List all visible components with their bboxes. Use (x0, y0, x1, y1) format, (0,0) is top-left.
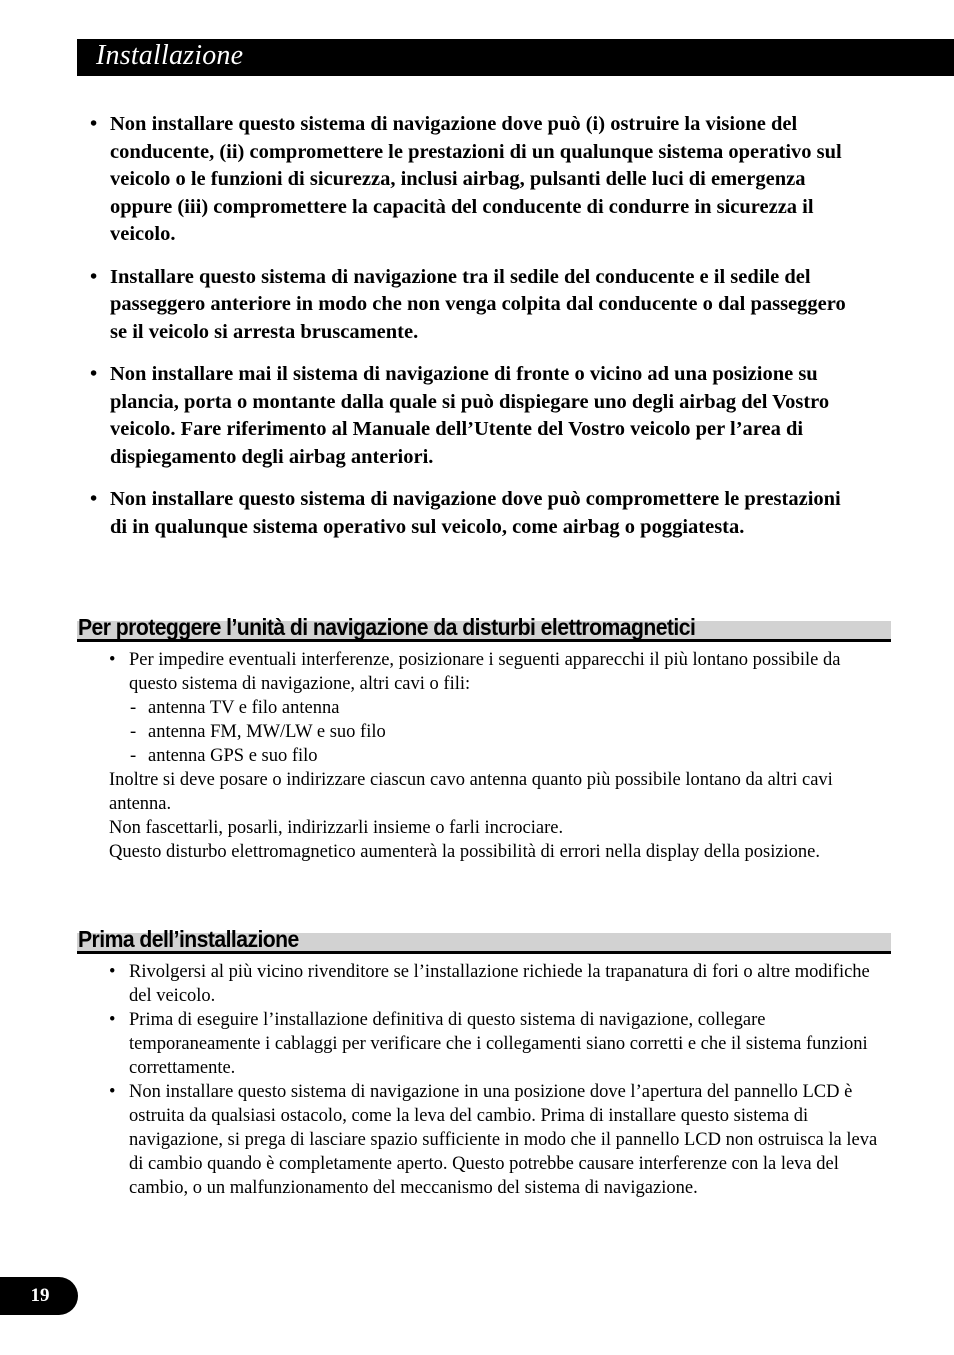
bullet: • (90, 488, 98, 510)
dash: - (130, 722, 137, 742)
list-item-text: Rivolgersi al più vicino rivenditore se l’installazione richiede la trapanatura di fori o altre modifiche del veicolo. (129, 962, 870, 1006)
list-item (77, 960, 891, 1008)
warning-item (90, 264, 860, 347)
warning-item (90, 111, 860, 249)
bullet: • (109, 1082, 116, 1102)
list-item (77, 1008, 891, 1080)
bullet: • (109, 962, 116, 982)
warning-text: Installare questo sistema di navigazione tra il sedile del conducente e il sedile del passeggero anteriore in modo che non venga colpita dal conducente o dal passeggero se il veicolo si arresta bruscamente. (110, 265, 846, 343)
section-before-install (77, 926, 891, 1200)
warning-text: Non installare questo sistema di navigazione dove può compromettere le prestazioni di in qualunque sistema operativo sul veicolo, come airbag o poggiatesta. (110, 488, 841, 538)
section-title: Prima dell’installazione (78, 926, 299, 952)
page-title: Installazione (96, 40, 244, 71)
page-number-tab (0, 1277, 78, 1315)
section-electromagnetic (77, 614, 891, 864)
bullet: • (90, 363, 98, 385)
dash-item-text: antenna GPS e suo filo (148, 746, 318, 766)
section-body (77, 960, 891, 1200)
warning-item (90, 361, 860, 471)
paragraph: Inoltre si deve posare o indirizzare ciascun cavo antenna quanto più possibile lontano da altri cavi antenna. (109, 770, 833, 814)
warning-text: Non installare questo sistema di navigazione dove può (i) ostruire la visione del conducente, (ii) compromettere le prestazioni di un qualunque sistema operativo sul veicolo o le funzioni di sicurezza, inclusi airbag, pulsanti delle luci di emergenza oppure (iii) compromettere la capacità del conducente di condurre in sicurezza il veicolo. (110, 113, 842, 245)
dash-item (77, 744, 891, 768)
paragraph: Non fascettarli, posarli, indirizzarli insieme o farli incrociare. (109, 818, 564, 838)
dash: - (130, 746, 137, 766)
list-item-text: Non installare questo sistema di navigazione in una posizione dove l’apertura del pannello LCD è ostruita da qualsiasi ostacolo, come la leva del cambio. Prima di installare questo sistema di navigazione, si prega di lasciare spazio sufficiente in modo che il pannello LCD non ostruisca la leva di cambio quando è completamente aperto. Questo potrebbe causare interferenze con la leva del cambio, o un malfunzionamento del meccanismo del sistema di navigazione. (129, 1082, 878, 1198)
dash-item (77, 696, 891, 720)
bullet: • (109, 650, 116, 670)
section-heading (77, 926, 891, 963)
page-number: 19 (30, 1285, 50, 1306)
list-item-text: Per impedire eventuali interferenze, posizionare i seguenti apparecchi il più lontano possibile da questo sistema di navigazione, altri cavi o fili: (129, 650, 841, 694)
bullet: • (109, 1010, 116, 1030)
header-bar (77, 39, 954, 76)
dash: - (130, 698, 137, 718)
paragraph: Questo disturbo elettromagnetico aumenterà la possibilità di errori nella display della posizione. (109, 842, 821, 862)
dash-item-text: antenna FM, MW/LW e suo filo (148, 722, 386, 742)
list-item (77, 1080, 891, 1200)
bullet: • (90, 113, 98, 135)
section-body (77, 648, 891, 864)
list-item-text: Prima di eseguire l’installazione definitiva di questo sistema di navigazione, collegare temporaneamente i cablaggi per verificare che i collegamenti siano corretti e che il sistema funzioni correttamente. (129, 1010, 868, 1078)
list-item (77, 648, 891, 696)
bullet: • (90, 265, 98, 288)
dash-item-text: antenna TV e filo antenna (148, 698, 340, 718)
section-title: Per proteggere l’unità di navigazione da disturbi elettromagnetici (78, 614, 696, 640)
warning-item (90, 486, 860, 541)
warning-text: Non installare mai il sistema di navigazione di fronte o vicino ad una posizione su plancia, porta o montante dalla quale si può dispiegare uno degli airbag del Vostro veicolo. Fare riferimento al Manuale dell’Utente del Vostro veicolo per l’area di dispiegamento degli airbag anteriori. (110, 363, 830, 468)
dash-item (77, 720, 891, 744)
section-heading (77, 614, 891, 651)
warning-list (90, 111, 860, 556)
